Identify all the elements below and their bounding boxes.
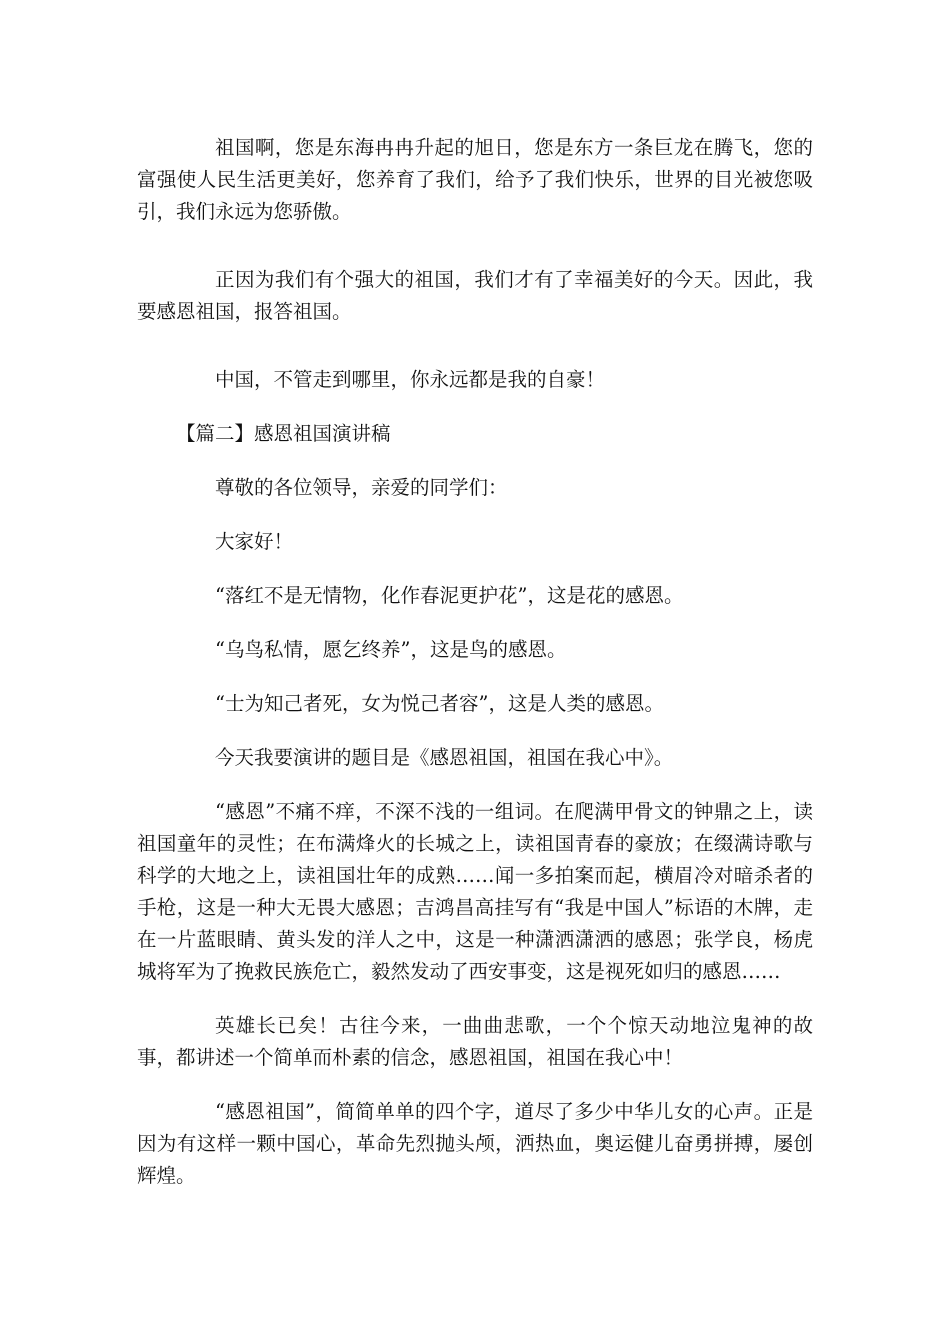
paragraph-strong-motherland: 正因为我们有个强大的祖国，我们才有了幸福美好的今天。因此，我要感恩祖国，报答祖国。 xyxy=(137,268,813,323)
paragraph-flower-gratitude: “落红不是无情物，化作春泥更护花”，这是花的感恩。 xyxy=(215,584,684,607)
paragraph-human-gratitude: “士为知己者死，女为悦己者容”，这是人类的感恩。 xyxy=(215,692,664,715)
paragraph-heroes: 英雄长已矣！古往今来，一曲曲悲歌，一个个惊天动地泣鬼神的故事，都讲述一个简单而朴素的信念，感恩祖国，祖国在我心中！ xyxy=(137,1014,813,1069)
paragraph-gratitude-history: “感恩”不痛不痒，不深不浅的一组词。在爬满甲骨文的钟鼎之上，读祖国童年的灵性；在布满烽火的长城之上，读祖国青春的豪放；在缀满诗歌与科学的大地之上，读祖国壮年的成熟……闻一多拍案而起，横眉冷对暗杀者的手枪，这是一种大无畏大感恩；吉鸿昌高挂写有“我是中国人”标语的木牌，走在一片蓝眼睛、黄头发的洋人之中，这是一种潇洒潇洒的感恩；张学良，杨虎城将军为了挽救民族危亡，毅然发动了西安事变，这是视死如归的感恩…… xyxy=(137,800,813,983)
paragraph-china-pride: 中国，不管走到哪里，你永远都是我的自豪！ xyxy=(215,368,606,391)
section-heading: 【篇二】感恩祖国演讲稿 xyxy=(176,422,391,445)
paragraph-greeting: 大家好！ xyxy=(215,530,294,553)
paragraph-salutation: 尊敬的各位领导，亲爱的同学们： xyxy=(215,476,508,499)
paragraph-four-characters: “感恩祖国”，简简单单的四个字，道尽了多少中华儿女的心声。正是因为有这样一颗中国心，革命先烈抛头颅，洒热血，奥运健儿奋勇拼搏，屡创辉煌。 xyxy=(137,1100,813,1187)
paragraph-motherland-sun: 祖国啊，您是东海冉冉升起的旭日，您是东方一条巨龙在腾飞，您的富强使人民生活更美好，您养育了我们，给予了我们快乐，世界的目光被您吸引，我们永远为您骄傲。 xyxy=(137,136,813,223)
document-body xyxy=(137,132,813,1192)
paragraph-bird-gratitude: “乌鸟私情，愿乞终养”，这是鸟的感恩。 xyxy=(215,638,567,661)
paragraph-speech-title: 今天我要演讲的题目是《感恩祖国，祖国在我心中》。 xyxy=(215,746,674,769)
